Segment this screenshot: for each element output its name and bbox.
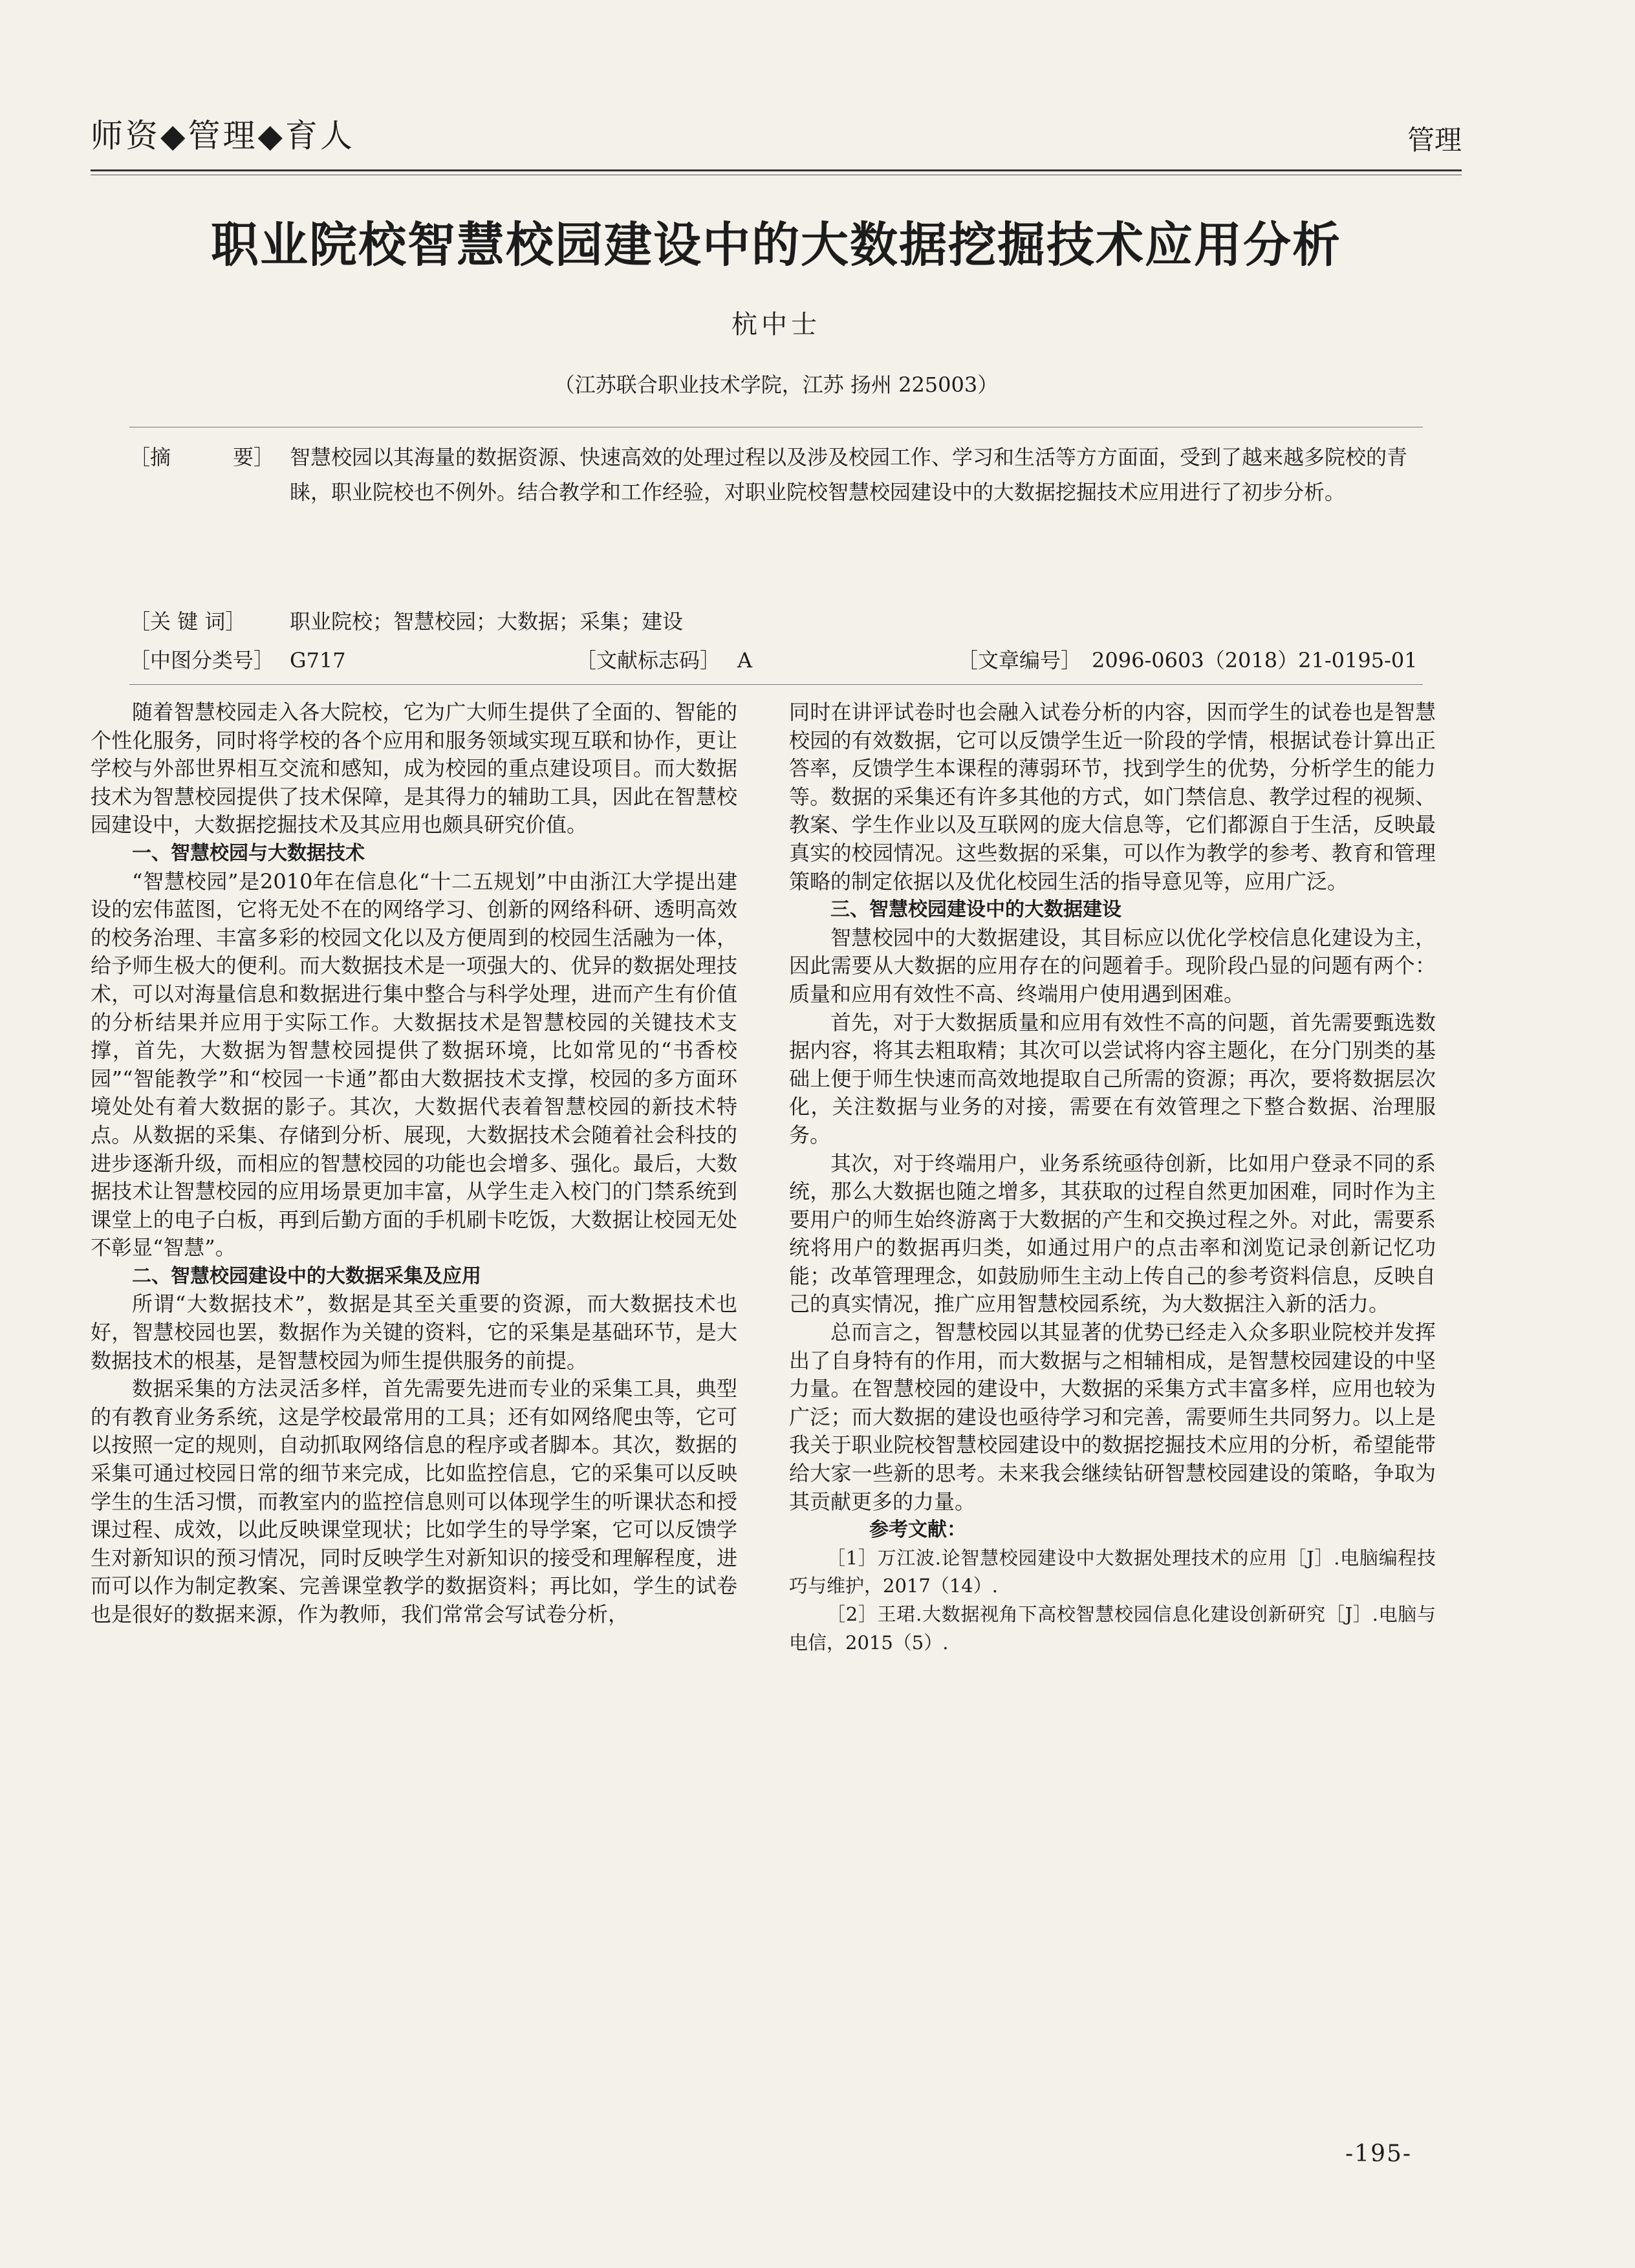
paragraph: 所谓“大数据技术”，数据是其至关重要的资源，而大数据技术也好，智慧校园也罢，数据作为关键的资料，它的采集是基础环节，是大数据技术的根基，是智慧校园为师生提供服务的前提。 — [91, 1291, 737, 1373]
keywords-block — [129, 604, 1423, 639]
clc-label: ［中图分类号］ — [129, 648, 275, 673]
paragraph: 数据采集的方法灵活多样，首先需要先进而专业的采集工具，典型的有教育业务系统，这是学校最常用的工具；还有如网络爬虫等，它可以按照一定的规则，自动抓取网络信息的程序或者脚本。其次，数据的采集可通过校园日常的细节来完成，比如监控信息，它的采集可以反映学生的生活习惯，而教室内的监控信息则可以体现学生的听课状态和授课过程、成效，以此反映课堂现状；比如学生的导学案，它可以反馈学生对新知识的预习情况，同时反映学生对新知识的接受和理解程度，进而可以作为制定教案、完善课堂教学的数据资料；再比如，学生的试卷也是很好的数据来源，作为教师，我们常常会写试卷分析， — [91, 1376, 737, 1626]
paragraph: 同时在讲评试卷时也会融入试卷分析的内容，因而学生的试卷也是智慧校园的有效数据，它可以反馈学生近一阶段的学情，根据试卷计算出正答率，反馈学生本课程的薄弱环节，找到学生的优势，分析学生的能力等。数据的采集还有许多其他的方式，如门禁信息、教学过程的视频、教案、学生作业以及互联网的庞大信息等，它们都源自于生活，反映最真实的校园情况。这些数据的采集，可以作为教学的参考、教育和管理策略的制定依据以及优化校园生活的指导意见等，应用广泛。 — [789, 700, 1436, 894]
section-heading-1: 一、智慧校园与大数据技术 — [132, 841, 365, 865]
paragraph-conclusion: 总而言之，智慧校园以其显著的优势已经走入众多职业院校并发挥出了自身特有的作用，而大数据与之相辅相成，是智慧校园建设的中坚力量。在智慧校园的建设中，大数据的采集方式丰富多样，应用也较为广泛；而大数据的建设也亟待学习和完善，需要师生共同努力。以上是我关于职业院校智慧校园建设中的数据挖掘技术应用的分析，希望能带给大家一些新的思考。未来我会继续钻研智慧校园建设的策略，争取为其贡献更多的力量。 — [789, 1320, 1436, 1514]
paragraph: 首先，对于大数据质量和应用有效性不高的问题，首先需要甄选数据内容，将其去粗取精；其次可以尝试将内容主题化，在分门别类的基础上便于师生快速而高效地提取自己所需的资源；再次，要将数据层次化，关注数据与业务的对接，需要在有效管理之下整合数据、治理服务。 — [789, 1010, 1436, 1147]
running-header-left: 师资◆管理◆育人 — [91, 117, 355, 155]
article-number-label: ［文章编号］ — [957, 648, 1082, 673]
paragraph-intro: 随着智慧校园走入各大院校，它为广大师生提供了全面的、智能的个性化服务，同时将学校的各个应用和服务领域实现互联和协作，更让学校与外部世界相互交流和感知，成为校园的重点建设项目。而大数据技术为智慧校园提供了技术保障，是其得力的辅助工具，因此在智慧校园建设中，大数据挖掘技术及其应用也颇具研究价值。 — [91, 700, 737, 837]
paragraph: “智慧校园”是2010年在信息化“十二五规划”中由浙江大学提出建设的宏伟蓝图，它将无处不在的网络学习、创新的网络科研、透明高效的校务治理、丰富多彩的校园文化以及方便周到的校园生活融为一体，给予师生极大的便利。而大数据技术是一项强大的、优异的数据处理技术，可以对海量信息和数据进行集中整合与科学处理，进而产生有价值的分析结果并应用于实际工作。大数据技术是智慧校园的关键技术支撑，首先，大数据为智慧校园提供了数据环境，比如常见的“书香校园”“智能教学”和“校园一卡通”都由大数据技术支撑，校园的多方面环境处处有着大数据的影子。其次，大数据代表着智慧校园的新技术特点。从数据的采集、存储到分析、展现，大数据技术会随着社会科技的进步逐渐升级，而相应的智慧校园的功能也会增多、强化。最后，大数据技术让智慧校园的应用场景更加丰富，从学生走入校门的门禁系统到课堂上的电子白板，再到后勤方面的手机刷卡吃饭，大数据让校园无处不彰显“智慧”。 — [91, 869, 737, 1260]
reference-item: ［1］万江波.论智慧校园建设中大数据处理技术的应用［J］.电脑编程技巧与维护，2017（14）. — [789, 1546, 1436, 1597]
abstract-label: ［摘 要］ — [129, 445, 275, 470]
left-column — [91, 698, 737, 2108]
clc-value: G717 — [290, 648, 346, 673]
right-column — [789, 698, 1436, 2108]
classification-row — [129, 643, 1423, 678]
running-header — [91, 110, 1462, 162]
section-heading-3: 三、智慧校园建设中的大数据建设 — [830, 898, 1121, 922]
article-author: 杭中士 — [731, 310, 821, 340]
references-heading: 参考文献： — [869, 1518, 966, 1542]
author-affiliation: （江苏联合职业技术学院，江苏 扬州 225003） — [554, 373, 999, 397]
page-number: -195- — [1345, 2141, 1413, 2167]
keywords-text: 职业院校；智慧校园；大数据；采集；建设 — [290, 609, 684, 634]
doc-code-label: ［文献标志码］ — [576, 648, 721, 673]
paragraph: 其次，对于终端用户，业务系统亟待创新，比如用户登录不同的系统，那么大数据也随之增多，其获取的过程自然更加困难，同时作为主要用户的师生始终游离于大数据的产生和交换过程之外。对此，需要系统将用户的数据再归类，如通过用户的点击率和浏览记录创新记忆功能；改革管理理念，如鼓励师生主动上传自己的参考资料信息，反映自己的真实情况，推广应用智慧校园系统，为大数据注入新的活力。 — [789, 1150, 1436, 1317]
keywords-label: ［关 键 词］ — [129, 609, 246, 634]
paragraph: 智慧校园中的大数据建设，其目标应以优化学校信息化建设为主，因此需要从大数据的应用存在的问题着手。现阶段凸显的问题有两个：质量和应用有效性不高、终端用户使用遇到困难。 — [789, 925, 1436, 1006]
abstract-bottom-rule — [129, 684, 1423, 685]
reference-item: ［2］王珺.大数据视角下高校智慧校园信息化建设创新研究［J］.电脑与电信，2015（5）. — [789, 1603, 1436, 1654]
article-number-value: 2096-0603（2018）21-0195-01 — [1092, 648, 1418, 673]
header-rule — [91, 169, 1462, 171]
article-title: 职业院校智慧校园建设中的大数据挖掘技术应用分析 — [211, 217, 1341, 273]
section-heading-2: 二、智慧校园建设中的大数据采集及应用 — [132, 1264, 481, 1288]
abstract-text: 智慧校园以其海量的数据资源、快速高效的处理过程以及涉及校园工作、学习和生活等方方面面，受到了越来越多院校的青睐，职业院校也不例外。结合教学和工作经验，对职业院校智慧校园建设中的大数据挖掘技术应用进行了初步分析。 — [290, 445, 1408, 504]
abstract-block — [129, 440, 1423, 550]
doc-code-value: A — [737, 648, 753, 673]
running-header-right: 管理 — [1407, 124, 1462, 156]
